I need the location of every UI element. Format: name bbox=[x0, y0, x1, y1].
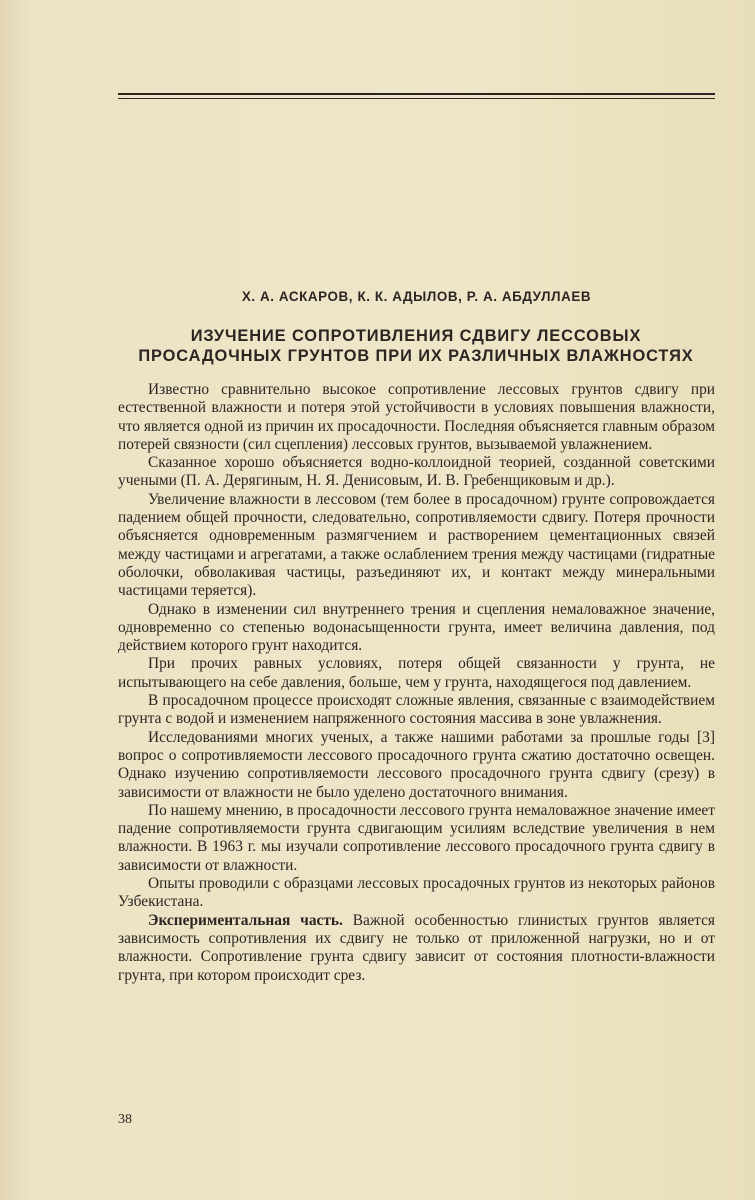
paragraph-4: Однако в изменении сил внутреннего трения и сцепления немаловажное значение, одновременно со степенью водонасыщенности грунта, имеет величина давления, под действием которого грунт находится. bbox=[118, 600, 715, 655]
paragraph-7: Исследованиями многих ученых, а также нашими работами за прошлые годы [3] вопрос о сопротивляемости лессового просадочного грунта сжатию достаточно освещен. Однако изучению сопротивляемости лессового просадочного грунта сдвигу (срезу) в зависимости от влажности не было уделено достаточного внимания. bbox=[118, 728, 715, 801]
section-lead-experimental: Экспериментальная часть. bbox=[148, 911, 343, 929]
paragraph-1: Известно сравнительно высокое сопротивление лессовых грунтов сдвигу при естественной влажности и потеря этой устойчивости в условиях повышения влажности, что является одной из причин их просадочности. Последняя объясняется главным образом потерей связности (сил сцепления) лессовых грунтов, вызываемой увлажнением. bbox=[118, 381, 715, 453]
page-number: 38 bbox=[118, 1112, 132, 1127]
paragraph-6: В просадочном процессе происходят сложные явления, связанные с взаимодействием грунта с водой и изменением напряженного состояния массива в зоне увлажнения. bbox=[118, 692, 715, 728]
paragraph-5: При прочих равных условиях, потеря общей связанности у грунта, не испытывающего на себе давления, больше, чем у грунта, находящегося под давлением. bbox=[118, 655, 715, 691]
paragraph-9: Опыты проводили с образцами лессовых просадочных грунтов из некоторых районов Узбекистана. bbox=[118, 875, 715, 911]
authors-line: Х. А. АСКАРОВ, К. К. АДЫЛОВ, Р. А. АБДУЛЛАЕВ bbox=[241, 289, 592, 304]
header-rule-top bbox=[118, 93, 715, 95]
experimental-text: Важной особенностью глинистых грунтов является зависимость сопротивления их сдвигу не только от приложенной нагрузки, но и от влажности. Сопротивление грунта сдвигу зависит от состояния плотности-влажности грунта, при котором происходит срез. bbox=[118, 911, 715, 984]
article-title bbox=[100, 326, 732, 366]
article-body bbox=[118, 381, 715, 985]
paragraph-experimental bbox=[118, 912, 715, 985]
title-line-2: ПРОСАДОЧНЫХ ГРУНТОВ ПРИ ИХ РАЗЛИЧНЫХ ВЛАЖНОСТЯХ bbox=[138, 347, 694, 365]
title-line-1: ИЗУЧЕНИЕ СОПРОТИВЛЕНИЯ СДВИГУ ЛЕССОВЫХ bbox=[190, 327, 642, 345]
header-rule-bottom bbox=[118, 98, 715, 99]
paragraph-8: По нашему мнению, в просадочности лессового грунта немаловажное значение имеет падение сопротивляемости грунта сдвигающим усилиям вследствие увеличения в нем влажности. В 1963 г. мы изучали сопротивление лессового просадочного грунта сдвигу в зависимости от влажности. bbox=[118, 801, 715, 874]
paragraph-2: Сказанное хорошо объясняется водно-коллоидной теорией, созданной советскими учеными (П. А. Дерягиным, Н. Я. Денисовым, И. В. Гребенщиковым и др.). bbox=[118, 454, 715, 490]
paragraph-3: Увеличение влажности в лессовом (тем более в просадочном) грунте сопровождается падением общей прочности, следовательно, сопротивляемости сдвигу. Потеря прочности объясняется одновременным размягчением и растворением цементационных связей между частицами и агрегатами, а также ослаблением трения между частицами (гидратные оболочки, обволакивая частицы, разъединяют их, и контакт между минеральными частицами теряется). bbox=[118, 490, 715, 600]
